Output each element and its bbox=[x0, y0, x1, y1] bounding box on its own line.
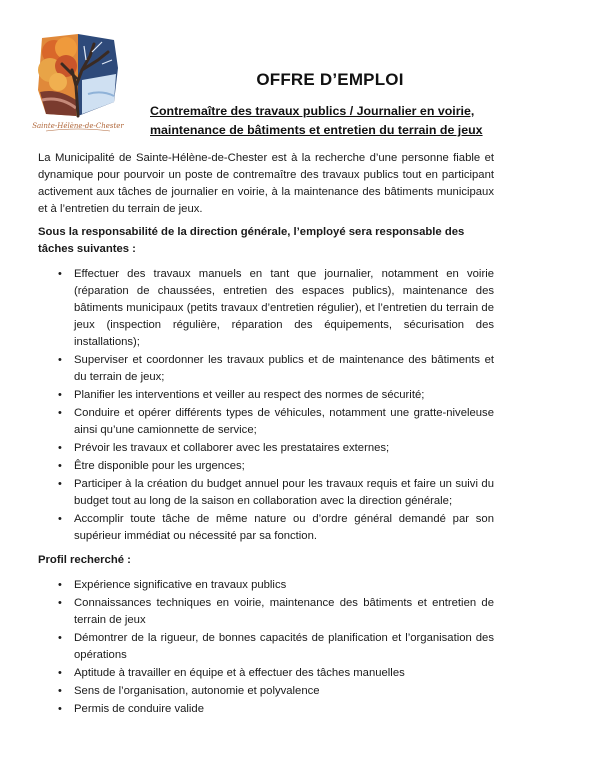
bullet-icon: • bbox=[58, 632, 62, 644]
job-subtitle bbox=[150, 102, 510, 140]
bullet-icon: • bbox=[58, 579, 62, 591]
bullet-icon: • bbox=[58, 513, 62, 525]
profile-heading: Profil recherché : bbox=[38, 554, 131, 566]
subtitle-line-2: maintenance de bâtiments et entretien du terrain de jeux bbox=[150, 123, 483, 137]
bullet-icon: • bbox=[58, 354, 62, 366]
list-item: • Prévoir les travaux et collaborer avec les prestataires externes; bbox=[38, 440, 494, 457]
list-item: • Permis de conduire valide bbox=[38, 701, 494, 718]
bullet-icon: • bbox=[58, 460, 62, 472]
subtitle-line-1: Contremaître des travaux publics / Journalier en voirie, bbox=[150, 104, 475, 118]
bullet-icon: • bbox=[58, 667, 62, 679]
list-item: • Démontrer de la rigueur, de bonnes capacités de planification et l’organisation des opérations bbox=[58, 632, 494, 661]
svg-text:Sainte-Hélène-de-Chester: Sainte-Hélène-de-Chester bbox=[32, 122, 124, 130]
bullet-icon: • bbox=[58, 478, 62, 490]
list-item: • Superviser et coordonner les travaux publics et de maintenance des bâtiments et du terrain de jeux; bbox=[58, 354, 494, 383]
bullet-icon: • bbox=[58, 597, 62, 609]
list-item: • Conduire et opérer différents types de véhicules, notamment une gratte-niveleuse ainsi qu’une camionnette de service; bbox=[58, 407, 494, 436]
bullet-icon: • bbox=[58, 703, 62, 715]
bullet-icon: • bbox=[58, 407, 62, 419]
list-item: • Sens de l’organisation, autonomie et polyvalence bbox=[38, 683, 494, 700]
list-item: • Connaissances techniques en voirie, maintenance des bâtiments et entretien de terrain de jeux bbox=[58, 597, 494, 626]
responsibilities-list bbox=[38, 266, 494, 545]
responsibilities-heading: Sous la responsabilité de la direction générale, l’employé sera responsable des tâches suivantes : bbox=[38, 226, 465, 255]
bullet-icon: • bbox=[58, 685, 62, 697]
list-item: • Aptitude à travailler en équipe et à effectuer des tâches manuelles bbox=[38, 665, 494, 682]
list-item: • Effectuer des travaux manuels en tant que journalier, notamment en voirie (réparation de chaussées, entretien des espaces publics), maintenance des bâtiments municipaux (petits travaux d’entretien régulier), et l’entretien du terrain de jeux (inspection régulière, réparation des équipements, sécurisation des installations); bbox=[58, 268, 494, 348]
page-title: OFFRE D’EMPLOI bbox=[256, 70, 404, 89]
intro-paragraph: La Municipalité de Sainte-Hélène-de-Chester est à la recherche d’une personne fiable et dynamique pour pourvoir un poste de contremaître des travaux publics tout en participant activement aux tâches de journalier en voirie, à la maintenance des bâtiments municipaux et à l’entretien du terrain de jeux. bbox=[38, 152, 494, 215]
document-body bbox=[38, 150, 494, 725]
tree-logo-icon bbox=[32, 30, 124, 134]
bullet-icon: • bbox=[58, 268, 62, 280]
list-item: • Être disponible pour les urgences; bbox=[38, 458, 494, 475]
list-item: • Accomplir toute tâche de même nature ou d’ordre général demandé par son supérieur immédiat ou nécessité par sa fonction. bbox=[58, 513, 494, 542]
list-item: • Expérience significative en travaux publics bbox=[38, 577, 494, 594]
bullet-icon: • bbox=[58, 442, 62, 454]
profile-list bbox=[38, 577, 494, 718]
list-item: • Planifier les interventions et veiller au respect des normes de sécurité; bbox=[38, 387, 494, 404]
list-item: • Participer à la création du budget annuel pour les travaux requis et faire un suivi du budget tout au long de la saison en collaboration avec la direction générale; bbox=[58, 478, 494, 507]
municipal-logo bbox=[32, 30, 124, 134]
bullet-icon: • bbox=[58, 389, 62, 401]
